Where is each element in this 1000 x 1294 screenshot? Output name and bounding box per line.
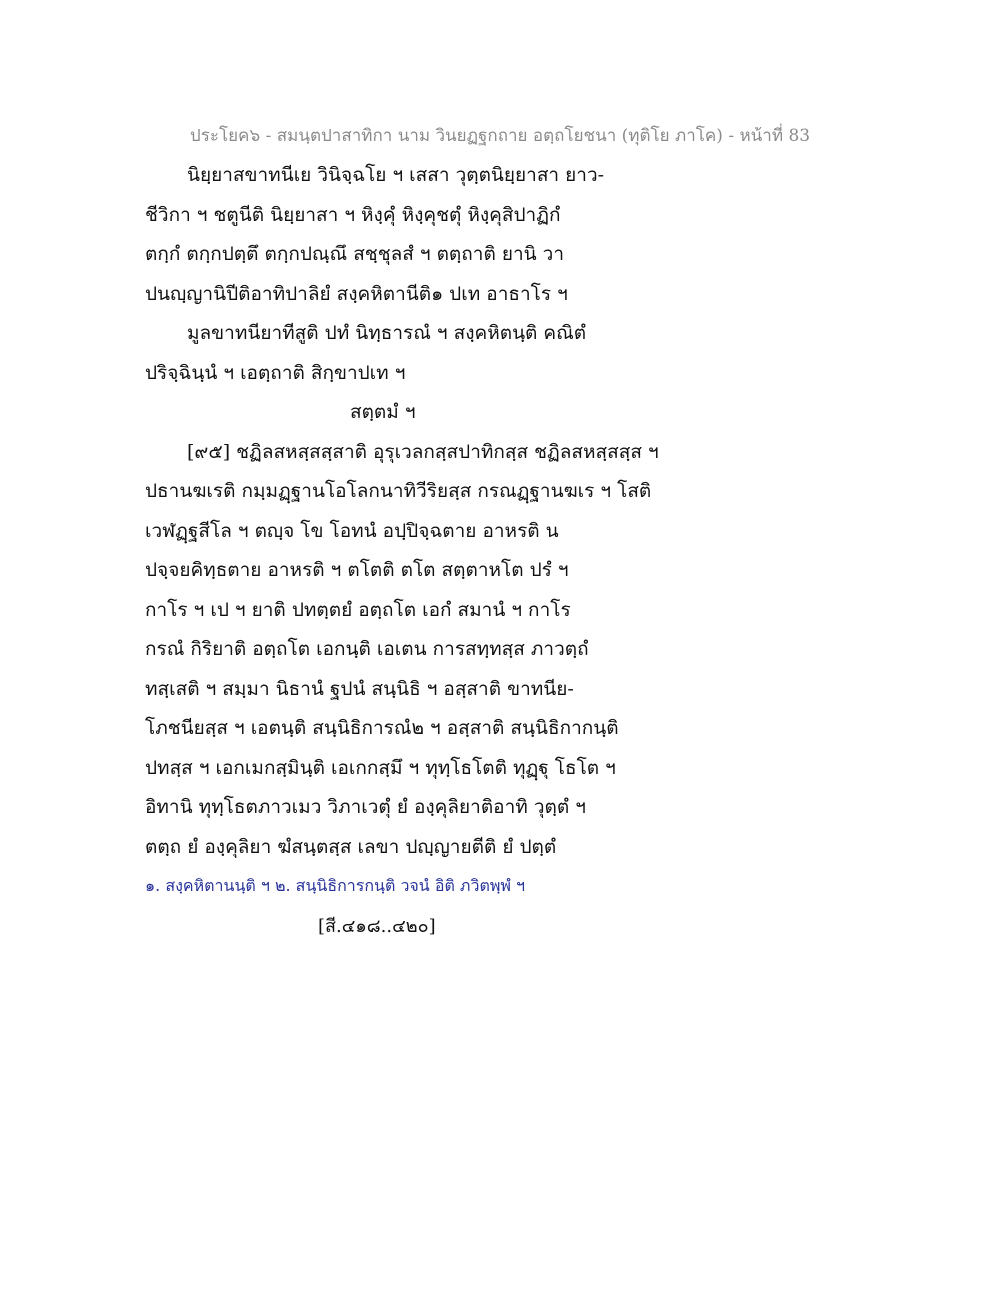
text-line: ปทสฺส ฯ เอกเมกสฺมินฺติ เอเกกสฺมึ ฯ ทุทฺโธโตติ ทุฏฺฐุ โธโต ฯ bbox=[145, 756, 616, 779]
page-header: ประโยค๖ - สมนฺตปาสาทิกา นาม วินยฏฐกถาย อตฺถโยชนา (ทุติโย ภาโค) - หน้าที่ 83 bbox=[189, 126, 811, 146]
text-line: ปริจฺฉินฺนํ ฯ เอตฺถาติ สิกฺขาปเท ฯ bbox=[145, 361, 406, 384]
text-line: [๙๕] ชฏิลสหสฺสสฺสาติ อุรุเวลกสฺสปาทิกสฺส ชฏิลสหสฺสสฺส ฯ bbox=[187, 440, 659, 463]
text-line: มูลขาทนียาทีสูติ ปทํ นิทฺธารณํ ฯ สงฺคหิตนฺติ คณิตํ bbox=[187, 322, 587, 344]
text-line: ปธานฆเรติ กมฺมฏฺฐานโอโลกนาทิวีริยสฺส กรณฏฺฐานฆเร ฯ โสติ bbox=[145, 480, 652, 502]
text-line: นิยฺยาสขาทนีเย วินิจฺฉโย ฯ เสสา วุตฺตนิยฺยาสา ยาว- bbox=[187, 164, 605, 186]
text-line: เวฬฏฺฐสีโล ฯ ตญฺจ โข โอทนํ อปฺปิจฺฉตาย อาหรติ น bbox=[145, 519, 559, 542]
footnote: ๑. สงฺคหิตานนฺติ ฯ ๒. สนฺนิธิการกนฺติ วจนํ อิติ ภวิตพฺพํ ฯ bbox=[145, 876, 525, 895]
text-line: ปนญฺญานิปีติอาทิปาลิยํ สงฺคหิตานีติ๑ ปเท อาธาโร ฯ bbox=[145, 282, 568, 305]
text-line: ตตฺถ ยํ องฺคุลิยา ฆํสนฺตสฺส เลขา ปญฺญายตีติ ยํ ปตฺตํ bbox=[145, 835, 557, 858]
text-line: ตกฺกํ ตกฺกปตฺตึ ตกฺกปณฺณึ สชฺชุลสํ ฯ ตตฺถาติ ยานิ วา bbox=[145, 243, 564, 265]
text-line: กรณํ กิริยาติ อตฺถโต เอกนฺติ เอเตน การสทฺทสฺส ภาวตฺถํ bbox=[145, 638, 589, 660]
text-line: ปจฺจยคิทฺธตาย อาหรติ ฯ ตโตติ ตโต สตฺตาหโต ปรํ ฯ bbox=[145, 559, 569, 581]
body-text bbox=[145, 160, 845, 871]
section-title: สตฺตมํ ฯ bbox=[350, 401, 416, 423]
text-line: กาโร ฯ เป ฯ ยาติ ปทตฺตยํ อตฺถโต เอกํ สมานํ ฯ กาโร bbox=[145, 598, 571, 621]
text-line: ทสฺเสติ ฯ สมฺมา นิธานํ ฐปนํ สนฺนิธิ ฯ อสฺสาติ ขาทนีย- bbox=[145, 677, 574, 700]
text-line: อิทานิ ทุทฺโธตภาวเมว วิภาเวตุํ ยํ องฺคุลิยาติอาทิ วุตฺตํ ฯ bbox=[145, 796, 586, 818]
text-line: ชีวิกา ฯ ชตูนีติ นิยฺยาสา ฯ หิงฺคุํ หิงฺคุชตุํ หิงฺคุสิปาฏิกํ bbox=[145, 203, 561, 226]
text-line: โภชนียสฺส ฯ เอตนฺติ สนฺนิธิการณํ๒ ฯ อสฺสาติ สนฺนิธิกากนฺติ bbox=[145, 717, 619, 739]
page-reference: [สี.๔๑๘..๔๒๐] bbox=[318, 916, 436, 937]
